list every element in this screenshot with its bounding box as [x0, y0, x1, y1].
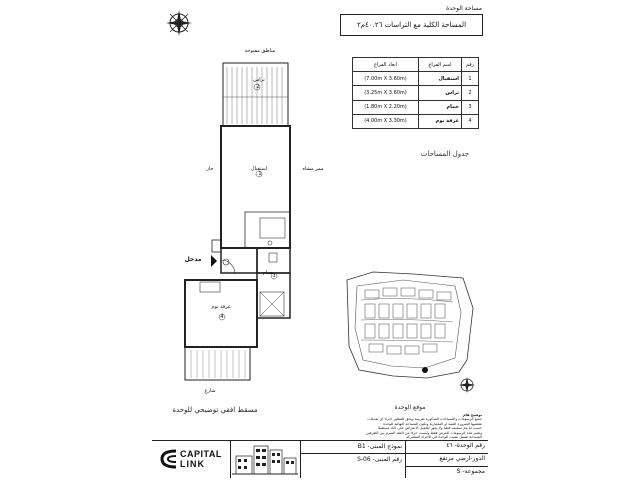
notes-line: حسب ما يتم تسليمه فعليا ولا يجوز للعميل الاعتراض على ذلك مستقبلا: [378, 426, 482, 431]
table-row: [353, 72, 479, 86]
header-dims: ابعاد الفراغ: [353, 58, 419, 72]
footer-row-divider: [300, 453, 488, 454]
title-box: [340, 14, 483, 36]
entrance-arrow-icon: [211, 255, 217, 267]
notes-title: توضيح هام: [463, 413, 482, 417]
street-label: شارع: [204, 388, 216, 394]
total-area-text: المساحة الكلية مع التراسات ٤٠.٢٦م٢: [356, 21, 467, 29]
building-number: رقم المبنى- S-06: [357, 456, 402, 463]
room-number-2: 2: [256, 84, 260, 90]
footer-row-divider: [405, 466, 488, 467]
notes-line: جميع الرسومات والمساحات المذكورة تقريبية ويحق للمطور اجراء اي تعديلات: [367, 417, 482, 422]
table-row: [353, 100, 479, 114]
terrace-label: تراس: [253, 77, 265, 83]
walkway-label: ممر مشاه: [302, 166, 324, 172]
row-dims: (7.00m X 3.60m): [353, 72, 419, 86]
row-name: تراس: [419, 86, 462, 100]
open-areas-label: مناطق مفتوحة: [244, 48, 276, 54]
footer-divider: [300, 440, 301, 478]
site-caption: موقع الوحدة: [394, 404, 426, 411]
capital-link-logo: [160, 446, 226, 472]
compass-icon: [164, 8, 194, 38]
unit-number: رقم الوحدة- ٤٦: [446, 442, 485, 449]
logo-text-1: CAPITAL: [180, 449, 222, 459]
unit-location-marker: [422, 367, 428, 373]
reception-label: استقبال: [250, 166, 268, 172]
table-row: [353, 114, 479, 128]
row-name: حمام: [419, 100, 462, 114]
row-num: 2: [462, 86, 479, 100]
area-table-caption: جدول المساحات: [420, 150, 470, 158]
terrace-area: [223, 63, 288, 126]
footer-divider: [405, 440, 406, 478]
logo-text-2: LINK: [180, 459, 205, 469]
row-name: غرفة نوم: [419, 114, 462, 128]
notes-block: [290, 413, 482, 439]
area-table-header: [353, 58, 479, 72]
unit-area-label: مساحة الوحدة: [446, 5, 482, 12]
notes-line: المساحة تشمل نصيب الوحدة في الاجزاء المشتركة: [406, 435, 482, 440]
row-num: 1: [462, 72, 479, 86]
header-num: رقم: [462, 58, 479, 72]
building-model: نموذج المبنى- B1: [357, 443, 402, 450]
neighbor-label: جار: [206, 166, 214, 172]
footer-divider: [230, 440, 231, 478]
entrance-area: [212, 240, 257, 274]
notes-line: تقتضيها الضرورة الفنية او المعمارية وتكون المساحة النهائية للوحدة: [383, 421, 482, 426]
row-dims: (1.80m X 2.20m): [353, 100, 419, 114]
plan-caption: مسقط افقي توضيحي للوحدة: [172, 406, 258, 414]
room-markers: [219, 84, 277, 320]
row-dims: (4.00m X 3.30m): [353, 114, 419, 128]
building-elevation-image: [232, 442, 298, 476]
notes-line: وتعتبر هذه الرسومات للعرض فقط وليست جزءا من العقد المبرم بين الطرفين: [365, 430, 482, 435]
group-label: مجموعة- S: [456, 468, 485, 475]
header-name: اسم الفراغ: [419, 58, 462, 72]
room-number-4: 4: [220, 314, 224, 320]
bathroom-label: حمام: [262, 270, 274, 276]
floor-plan: [170, 40, 340, 400]
entrance-label: مدخل: [184, 256, 202, 263]
logo-mark-icon: [160, 448, 178, 470]
table-row: [353, 86, 479, 100]
bathroom-area: [257, 248, 290, 318]
area-table: [352, 57, 479, 129]
row-num: 4: [462, 114, 479, 128]
reception-area: [221, 126, 290, 248]
bedroom-label: غرفة نوم: [211, 304, 231, 310]
balcony-area: [185, 347, 250, 380]
row-name: استقبال: [419, 72, 462, 86]
room-number-1: 1: [258, 171, 262, 177]
room-number-3: 3: [272, 273, 276, 279]
row-num: 3: [462, 100, 479, 114]
row-dims: (3.25m X 3.60m): [353, 86, 419, 100]
floor-label: الدور-ارضي مرتفع: [439, 455, 485, 462]
north-arrow-icon: [458, 376, 476, 394]
